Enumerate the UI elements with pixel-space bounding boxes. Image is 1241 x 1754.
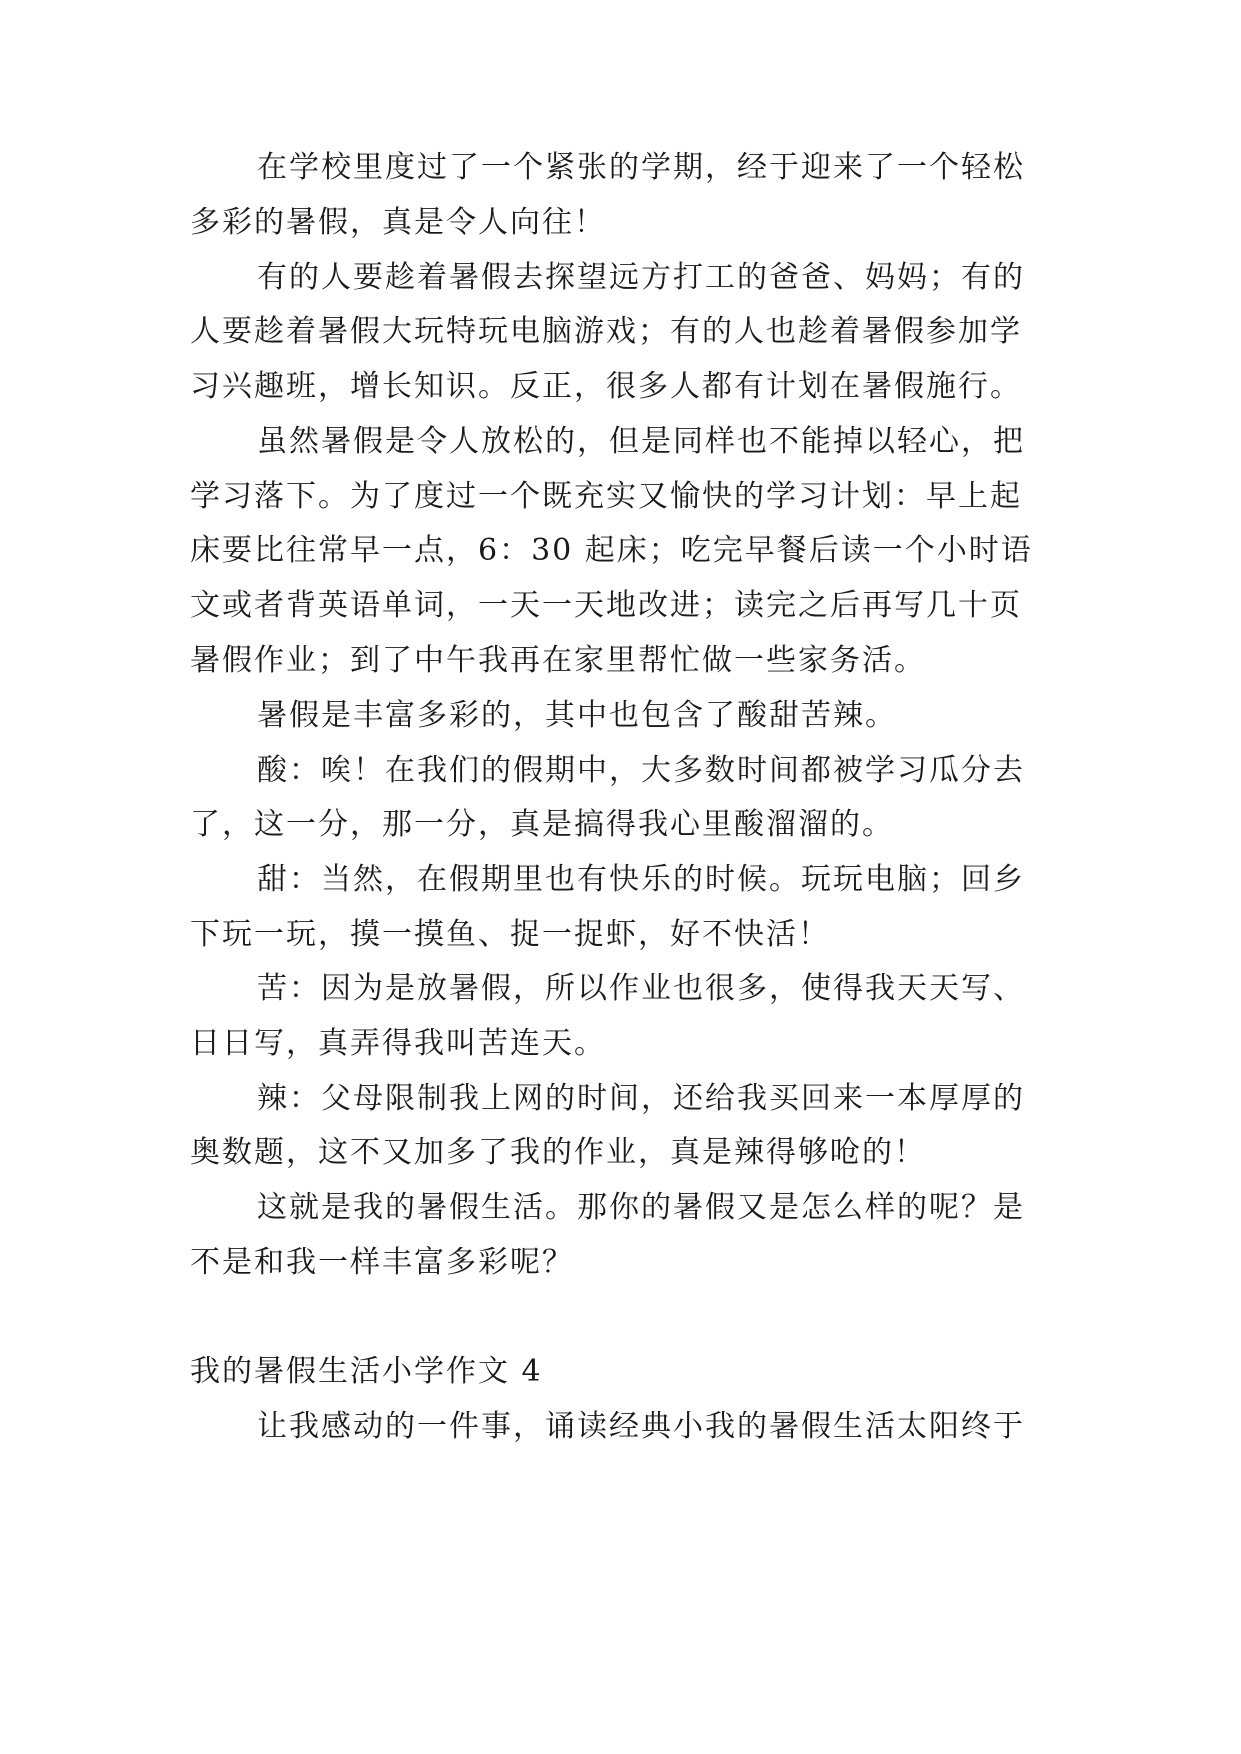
paragraph-line: 让我感动的一件事，诵读经典小我的暑假生活太阳终于 — [257, 1409, 1025, 1444]
paragraph-line: 暑假作业；到了中午我再在家里帮忙做一些家务活。 — [190, 643, 926, 678]
paragraph-line: 日日写，真弄得我叫苦连天。 — [190, 1026, 606, 1061]
paragraph-line: 下玩一玩，摸一摸鱼、捉一捉虾，好不快活！ — [190, 917, 830, 952]
paragraph-line: 人要趁着暑假大玩特玩电脑游戏；有的人也趁着暑假参加学 — [190, 314, 1022, 349]
paragraph-line: 文或者背英语单词，一天一天地改进；读完之后再写几十页 — [190, 588, 1022, 623]
paragraph-line: 有的人要趁着暑假去探望远方打工的爸爸、妈妈；有的 — [257, 260, 1025, 295]
paragraph-line: 辣：父母限制我上网的时间，还给我买回来一本厚厚的 — [257, 1081, 1025, 1116]
paragraph-line: 奥数题，这不又加多了我的作业，真是辣得够呛的！ — [190, 1135, 926, 1170]
paragraph-line: 不是和我一样丰富多彩呢？ — [190, 1245, 574, 1280]
paragraph-line: 了，这一分，那一分，真是搞得我心里酸溜溜的。 — [190, 807, 894, 842]
paragraph-line: 这就是我的暑假生活。那你的暑假又是怎么样的呢？是 — [257, 1190, 1025, 1225]
paragraph-line: 甜：当然，在假期里也有快乐的时候。玩玩电脑；回乡 — [257, 862, 1025, 897]
section-title: 我的暑假生活小学作文 4 — [190, 1354, 543, 1389]
paragraph-line: 习兴趣班，增长知识。反正，很多人都有计划在暑假施行。 — [190, 369, 1022, 404]
paragraph-line: 暑假是丰富多彩的，其中也包含了酸甜苦辣。 — [257, 698, 897, 733]
paragraph-line: 床要比往常早一点，6：30 起床；吃完早餐后读一个小时语 — [190, 533, 1033, 568]
paragraph-line: 虽然暑假是令人放松的，但是同样也不能掉以轻心，把 — [257, 424, 1025, 459]
paragraph-line: 酸：唉！在我们的假期中，大多数时间都被学习瓜分去 — [257, 753, 1025, 788]
paragraph-line: 在学校里度过了一个紧张的学期，经于迎来了一个轻松 — [257, 150, 1025, 185]
paragraph-line: 苦：因为是放暑假，所以作业也很多，使得我天天写、 — [257, 971, 1025, 1006]
paragraph-line: 多彩的暑假，真是令人向往！ — [190, 205, 606, 240]
paragraph-line: 学习落下。为了度过一个既充实又愉快的学习计划：早上起 — [190, 479, 1022, 514]
